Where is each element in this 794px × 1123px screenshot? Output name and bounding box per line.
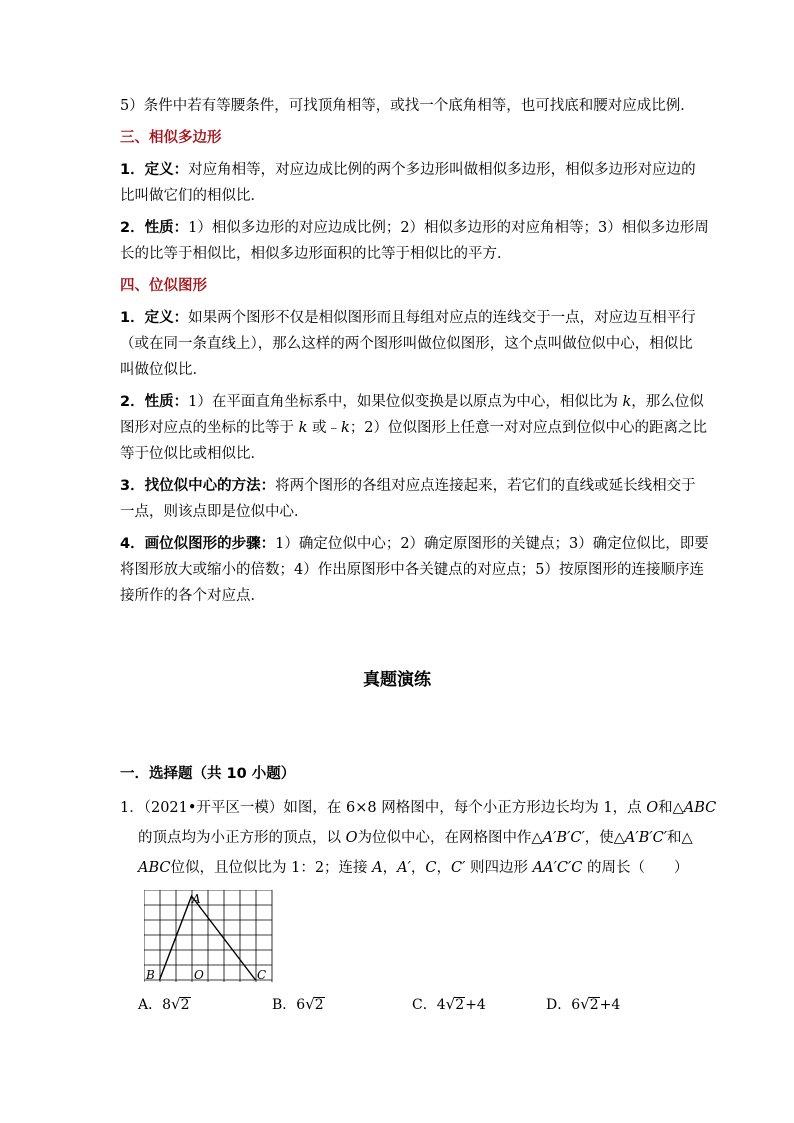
section-4-title: 四、位似图形 <box>120 278 207 294</box>
sec4-definition-line-3: 叫做位似比． <box>120 362 207 378</box>
sec4-property-line-3: 等于位似比或相似比． <box>120 446 265 462</box>
option-b-radicand: 2 <box>314 997 324 1013</box>
option-d-coef: 6 <box>571 997 581 1013</box>
sec4-find-line-1 <box>120 476 696 496</box>
option-c-letter: C． <box>412 997 437 1013</box>
option-d-post: +4 <box>599 997 621 1013</box>
q1-text-1a: 1．（2021•开平区一模）如图，在 6×8 网格图中，每个小正方形边长均为 1，点 <box>120 800 647 816</box>
sqrt-icon: √ <box>305 995 315 1013</box>
sec3-property-line-1 <box>120 218 709 238</box>
sec4-prop-k: k <box>622 394 632 410</box>
q1-line-3 <box>138 858 688 878</box>
option-a-coef: 8 <box>162 997 172 1013</box>
q1-text-2a: 的顶点均为小正方形的顶点，以 <box>138 830 346 846</box>
sec3-prop-label: 2．性质： <box>120 220 189 236</box>
sec4-draw-line-3: 接所作的各个对应点． <box>120 588 265 604</box>
option-c[interactable] <box>412 994 486 1014</box>
sec4-prop-text-2a: 图形对应点的坐标的比等于 <box>120 420 299 436</box>
sec4-property-line-2 <box>120 418 707 438</box>
sec4-draw-line-2: 将图形放大或缩小的倍数；4）作出原图形中各关键点的对应点；5）按原图形的连接顺序连 <box>120 562 704 578</box>
sec4-property-line-1 <box>120 392 704 412</box>
q1-A1: A′ <box>397 860 411 876</box>
option-a[interactable] <box>138 994 191 1014</box>
sec4-draw-text-1: 1）确定位似中心；2）确定原图形的关键点；3）确定位似比，即要 <box>275 536 709 552</box>
grid-lines <box>144 890 272 982</box>
sec4-prop-text-2e: ；2）位似图形上任意一对对应点到位似中心的距离之比 <box>349 420 708 436</box>
option-d-letter: D． <box>546 997 572 1013</box>
q1-text-3j: 则四边形 <box>465 860 533 876</box>
sec3-def-text-1: 对应角相等，对应边成比例的两个多边形叫做相似多边形，相似多边形对应边的 <box>188 162 696 178</box>
q1-text-3l: 的周长（ ） <box>582 860 689 876</box>
q1-ABC: ABC <box>683 800 717 816</box>
sec3-definition-line-1 <box>120 160 696 180</box>
sec4-prop-k-3: k <box>341 420 350 436</box>
option-b[interactable] <box>272 994 325 1014</box>
q1-text-2c: 为位似中心，在网格图中作△ <box>357 830 543 846</box>
option-c-coef: 4 <box>436 997 446 1013</box>
option-c-post: +4 <box>465 997 486 1013</box>
sec4-find-label: 3．找位似中心的方法： <box>120 478 276 494</box>
option-a-radicand: 2 <box>180 997 190 1013</box>
choice-section-header: 一．选择题（共 10 小题） <box>120 766 296 782</box>
option-c-radicand: 2 <box>455 997 465 1013</box>
sec3-definition-line-2: 比叫做它们的相似比． <box>120 188 265 204</box>
q1-text-1c: 和△ <box>658 800 684 816</box>
q1-A1B1C1-2: A′B′C′ <box>624 830 668 846</box>
sec4-prop-text-2c: 或﹣ <box>307 420 342 436</box>
sec4-prop-k-2: k <box>298 420 308 436</box>
condition-note: 5）条件中若有等腰条件，可找顶角相等，或找一个底角相等，也可找底和腰对应成比例． <box>120 98 695 114</box>
label-C: C <box>257 968 267 982</box>
sec4-definition-line-1 <box>120 308 696 328</box>
sec4-def-label: 1．定义： <box>120 310 189 326</box>
option-a-letter: A． <box>138 997 163 1013</box>
q1-sep-2: ， <box>410 860 426 876</box>
q1-line-2 <box>138 828 693 848</box>
q1-ABC-2: ABC <box>138 860 171 876</box>
q1-O: O <box>646 800 659 816</box>
option-b-coef: 6 <box>296 997 306 1013</box>
sqrt-icon: √ <box>580 995 590 1013</box>
sec4-draw-label: 4．画位似图形的步骤： <box>120 536 276 552</box>
sec4-definition-line-2: （或在同一条直线上），那么这样的两个图形叫做位似图形，这个点叫做位似中心，相似比 <box>120 336 693 352</box>
q1-quad: AA′C′C <box>532 860 583 876</box>
sec4-def-text-1: 如果两个图形不仅是相似图形而且每组对应点的连线交于一点，对应边互相平行 <box>188 310 696 326</box>
q1-sep-3: ， <box>436 860 452 876</box>
q1-sep-1: ， <box>382 860 398 876</box>
option-b-letter: B． <box>272 997 297 1013</box>
practice-title: 真题演练 <box>363 670 431 690</box>
q1-grid-figure <box>144 890 274 982</box>
sec4-find-line-2: 一点，则该点即是位似中心． <box>120 504 309 520</box>
option-d-radicand: 2 <box>589 997 599 1013</box>
q1-line-1 <box>120 798 716 818</box>
q1-text-2g: 和△ <box>667 830 693 846</box>
label-A: A <box>192 892 201 906</box>
sec4-draw-line-1 <box>120 534 709 554</box>
sec4-prop-text-1b: ，那么位似 <box>631 394 704 410</box>
sec4-prop-label: 2．性质： <box>120 394 189 410</box>
sec3-prop-text-1: 1）相似多边形的对应边成比例；2）相似多边形的对应角相等；3）相似多边形周 <box>188 220 709 236</box>
sec4-find-text-1: 将两个图形的各组对应点连接起来，若它们的直线或延长线相交于 <box>275 478 696 494</box>
q1-A1B1C1: A′B′C′ <box>542 830 585 846</box>
q1-O-2: O <box>345 830 358 846</box>
label-B: B <box>146 968 155 982</box>
q1-text-2e: ，使△ <box>584 830 625 846</box>
q1-C1: C′ <box>451 860 466 876</box>
sec3-property-line-2: 长的比等于相似比，相似多边形面积的比等于相似比的平方． <box>120 246 512 262</box>
q1-C: C <box>425 860 437 876</box>
q1-text-3b: 位似，且位似比为 1：2；连接 <box>170 860 373 876</box>
sqrt-icon: √ <box>171 995 181 1013</box>
triangle-abc <box>160 896 256 980</box>
q1-A: A <box>372 860 383 876</box>
sec4-prop-text-1a: 1）在平面直角坐标系中，如果位似变换是以原点为中心，相似比为 <box>188 394 623 410</box>
option-d[interactable] <box>546 994 620 1014</box>
sec3-def-label: 1．定义： <box>120 162 189 178</box>
section-3-title: 三、相似多边形 <box>120 130 222 146</box>
sqrt-icon: √ <box>445 995 456 1013</box>
label-O: O <box>194 968 204 982</box>
